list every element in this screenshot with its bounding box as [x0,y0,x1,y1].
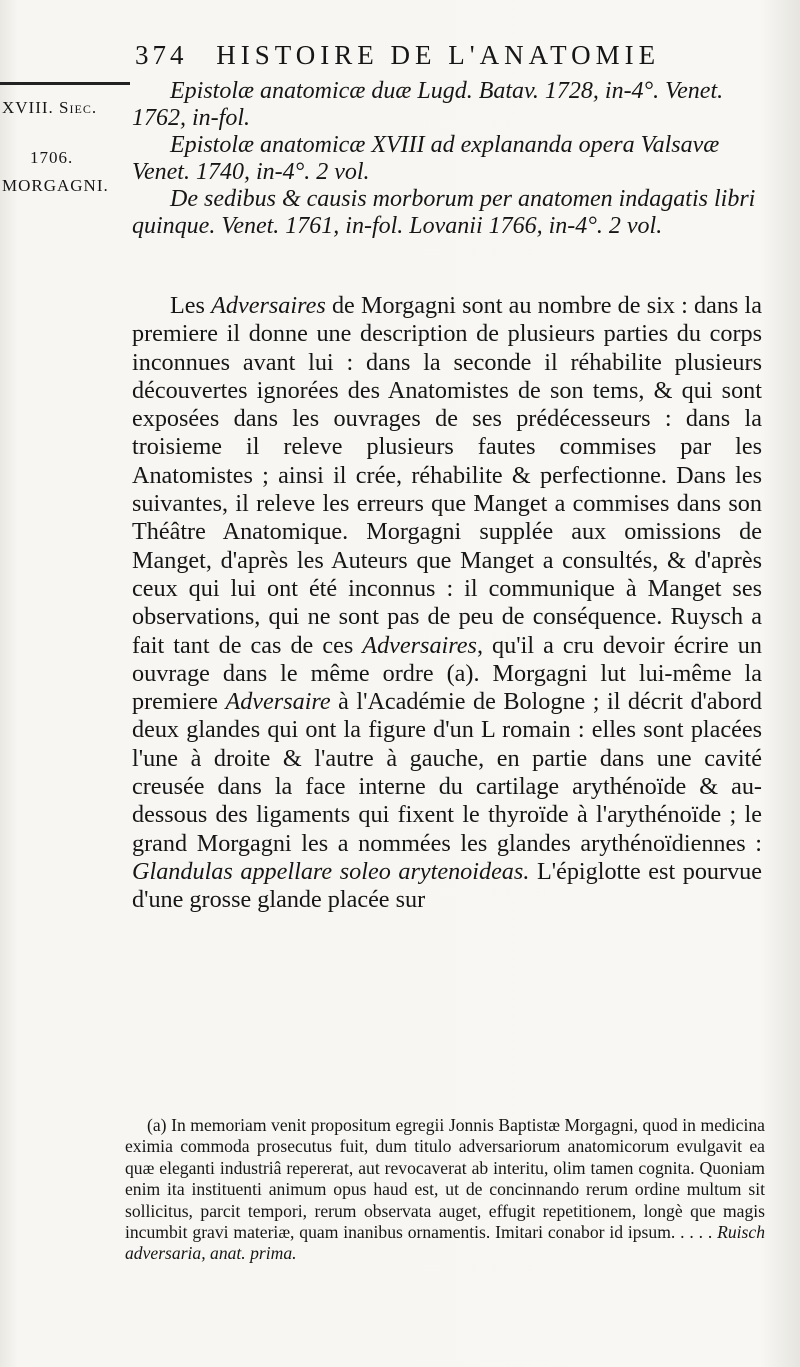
text-run: Les [170,292,212,319]
text-run: L'épiglotte est pourvue d'une grosse glande placée sur [132,857,762,914]
margin-rule [0,82,130,85]
body-text [132,292,762,915]
italic-run: Glandulas appellare soleo arytenoideas. [132,857,530,885]
italic-run: Adversaires [362,631,477,659]
footnote-paragraph [125,1115,765,1265]
margin-century: XVIII. Siec. [2,98,98,117]
running-title: HISTOIRE DE L'ANATOMIE [216,40,661,70]
bibliography-entry: Epistolæ anatomicæ duæ Lugd. Batav. 1728, in-4°. Venet. 1762, in-fol. [132,78,724,131]
italic-run: Adversaire [225,688,331,716]
footnote-source: Ruisch adversaria, anat. prima. [125,1222,765,1264]
footnote-text: In memoriam venit propositum egregii Jonnis Baptistæ Morgagni, quod in medicina eximia commoda prosecutus fuit, dum titulo adversariorum anatomicorum evulgavit ea quæ eleganti industriâ repererat, aut revocaverat ab interitu, olim tamen cognita. Quoniam enim ita instituenti animum opus haud est, ut de concinnando rerum ordine multum sit sollicitus, parcit tempori, rerum observata auget, effugit repetitionem, longè que magis incumbit gravi materiæ, quam inanibus ornamentis. Imitari conabor id ipsum. . . . . [125,1115,765,1243]
text-run: à l'Académie de Bologne ; il décrit d'abord deux glandes qui ont la figure d'un L romain : elles sont placées l'une à droite & l'autre à gauche, en partie dans une cavité creusée dans la face interne du cartilage arythénoïde & au-dessous des ligaments qui fixent le thyroïde à l'arythénoïde ; le grand Morgagni les a nommées les glandes arythénoïdiennes : [132,688,762,857]
text-run: , qu'il a cru devoir écrire un ouvrage dans le même ordre (a). Morgagni lut lui-même la premiere [132,631,762,716]
bibliography-entry: De sedibus & causis morborum per anatomen indagatis libri quinque. Venet. 1761, in-fol. Lovanii 1766, in-4°. 2 vol. [132,186,756,239]
italic-run: Adversaires [211,292,326,319]
footnote [125,1115,765,1265]
footnote-marker: (a) [147,1115,167,1135]
page-number: 374 [135,40,188,70]
margin-year: 1706. [30,148,74,167]
bibliography [132,78,762,240]
bibliography-entry: Epistolæ anatomicæ XVIII ad explananda opera Valsavæ Venet. 1740, in-4°. 2 vol. [132,132,720,185]
running-header [135,40,775,80]
body-paragraph [132,292,762,915]
text-run: de Morgagni sont au nombre de six : dans la premiere il donne une description de plusieurs parties du corps inconnues avant lui : dans la seconde il réhabilite plusieurs découvertes ignorées des Anatomistes de son tems, & qui sont exposées dans les ouvrages de ses prédécesseurs : dans la troisieme il releve plusieurs fautes commises par les Anatomistes ; ainsi il crée, réhabilite & perfectionne. Dans les suivantes, il releve les erreurs que Manget a commises dans son Théâtre Anatomique. Morgagni supplée aux omissions de Manget, d'après les Auteurs que Manget a consultés, & d'après ceux qui lui ont été inconnus : il communique à Manget ses observations, qui ne sont pas de peu de conséquence. Ruysch a fait tant de cas de ces [132,292,762,659]
margin-author: MORGAGNI. [2,176,109,195]
